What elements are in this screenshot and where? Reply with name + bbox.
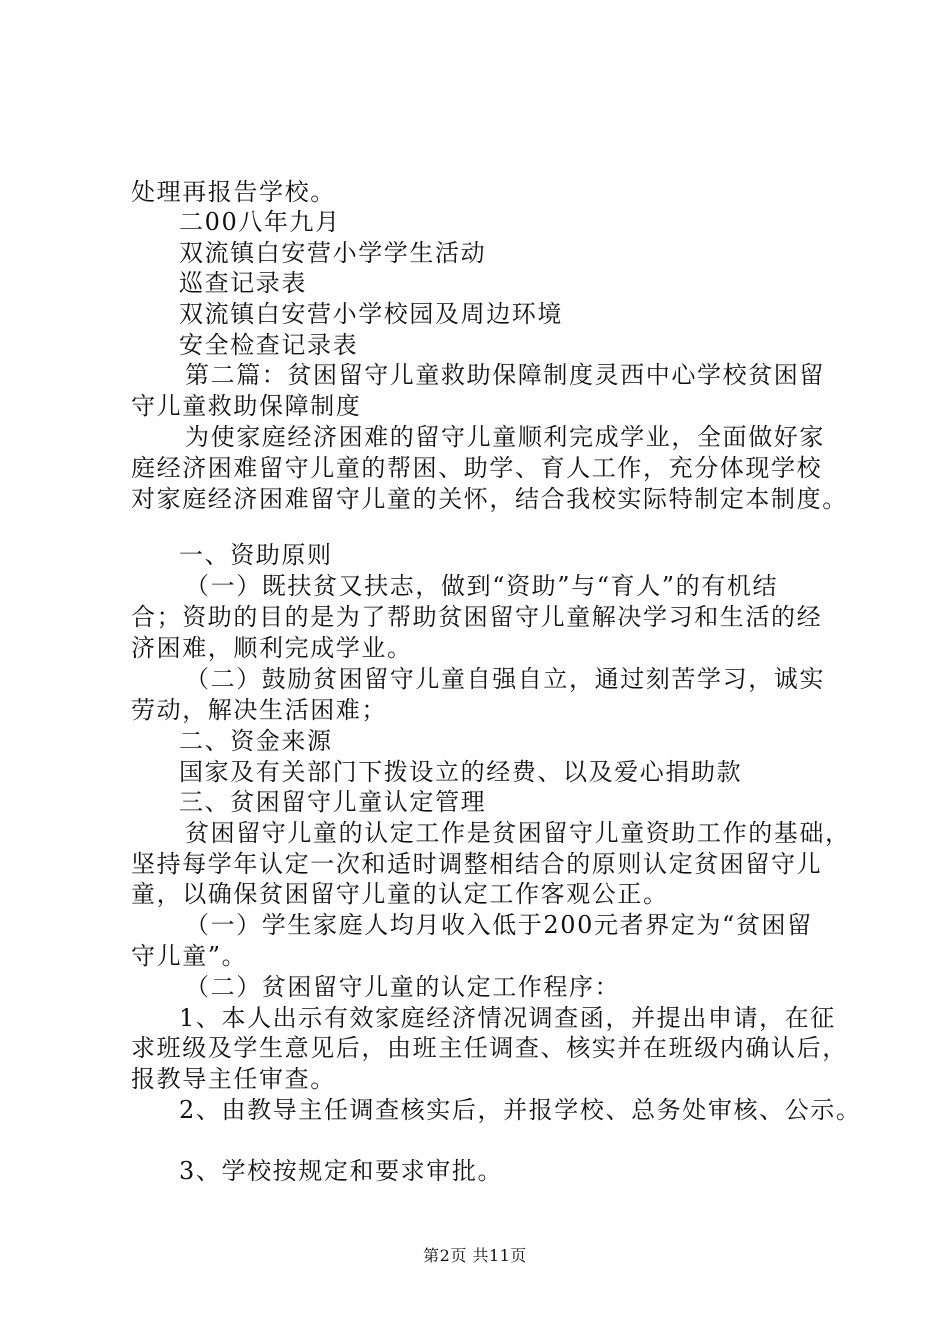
text-line: 守儿童”。 xyxy=(131,942,248,970)
text-line: （一）学生家庭人均月收入低于200元者界定为“贫困留 xyxy=(185,911,813,939)
text-line: 双流镇白安营小学校园及周边环境 xyxy=(179,300,563,328)
section-heading: 三、贫困留守儿童认定管理 xyxy=(179,788,487,816)
text-line: 巡查记录表 xyxy=(179,269,307,297)
text-line: 处理再报告学校。 xyxy=(131,178,336,206)
text-line: 3、学校按规定和要求审批。 xyxy=(179,1157,504,1185)
section-heading: 二、资金来源 xyxy=(179,727,333,755)
text-line: 国家及有关部门下拨设立的经费、以及爱心捐助款 xyxy=(179,758,743,786)
section-heading: 守儿童救助保障制度 xyxy=(131,392,362,420)
text-line: 庭经济困难留守儿童的帮困、助学、育人工作，充分体现学校 xyxy=(131,454,823,482)
text-line: （一）既扶贫又扶志，做到“资助”与“育人”的有机结 xyxy=(185,572,779,600)
text-line: 2、由教导主任调查核实后，并报学校、总务处审核、公示。 xyxy=(179,1096,862,1124)
text-line: 坚持每学年认定一次和适时调整相结合的原则认定贫困留守儿 xyxy=(131,850,823,878)
text-line: 求班级及学生意见后，由班主任调查、核实并在班级内确认后， xyxy=(131,1034,848,1062)
text-line: 济困难，顺利完成学业。 xyxy=(131,634,413,662)
text-line: 双流镇白安营小学学生活动 xyxy=(179,239,487,267)
text-line: 合；资助的目的是为了帮助贫困留守儿童解决学习和生活的经 xyxy=(131,603,823,631)
page-number: 第2页 共11页 xyxy=(423,1246,527,1265)
text-line: 童，以确保贫困留守儿童的认定工作客观公正。 xyxy=(131,880,669,908)
text-line: 二00八年九月 xyxy=(179,208,341,236)
text-line: （二）贫困留守儿童的认定工作程序： xyxy=(185,973,621,1001)
section-heading: 第二篇：贫困留守儿童救助保障制度灵西中心学校贫困留 xyxy=(185,361,825,389)
text-line: 对家庭经济困难留守儿童的关怀，结合我校实际特制定本制度。 xyxy=(131,485,848,513)
text-line: 安全检查记录表 xyxy=(179,331,359,359)
text-line: 报教导主任审查。 xyxy=(131,1065,336,1093)
text-line: 1、本人出示有效家庭经济情况调查函，并提出申请，在征 xyxy=(179,1004,836,1032)
text-line: 劳动，解决生活困难； xyxy=(131,696,387,724)
text-line: 为使家庭经济困难的留守儿童顺利完成学业，全面做好家 xyxy=(185,423,825,451)
text-line: （二）鼓励贫困留守儿童自强自立，通过刻苦学习，诚实 xyxy=(185,665,825,693)
section-heading: 一、资助原则 xyxy=(179,541,333,569)
text-line: 贫困留守儿童的认定工作是贫困留守儿童资助工作的基础， xyxy=(185,819,851,847)
